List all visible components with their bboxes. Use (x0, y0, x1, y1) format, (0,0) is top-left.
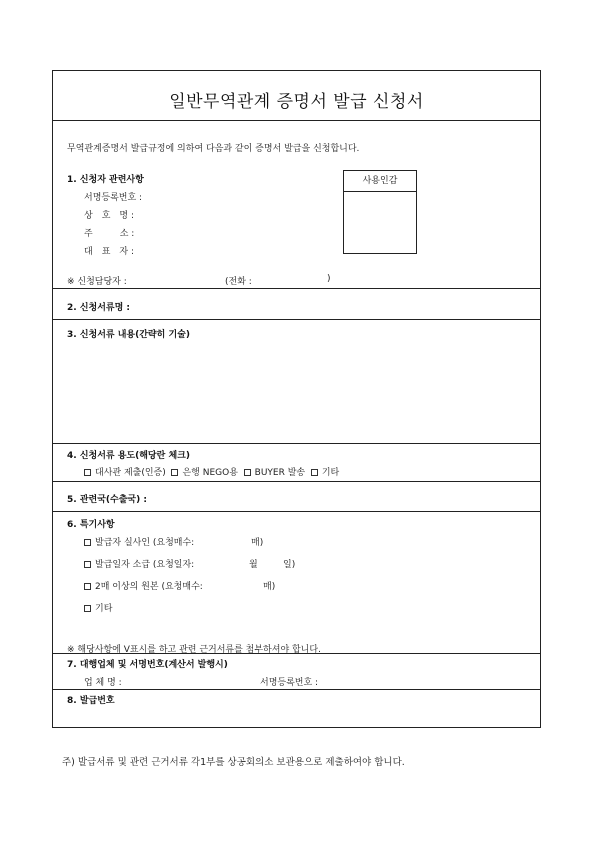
agency-registration-label: 서명등록번호 : (260, 678, 319, 688)
field-registration-number: 서명등록번호 : (84, 193, 143, 203)
checkbox-signature[interactable] (84, 539, 91, 546)
field-company-name: 상 호 명 : (84, 211, 134, 221)
divider (53, 511, 540, 512)
checkbox-buyer[interactable] (244, 469, 251, 476)
divider (53, 481, 540, 482)
application-form (52, 70, 541, 728)
contact-person-label: ※ 신청담당자 : (67, 277, 127, 287)
special-item-other (84, 601, 112, 614)
checkbox-originals[interactable] (84, 583, 91, 590)
special-item-originals (84, 579, 203, 592)
phone-label: (전화 : (225, 277, 252, 287)
field-representative: 대 표 자 : (84, 247, 134, 257)
seal-label: 사용인감 (344, 171, 416, 192)
special-note: ※ 해당사항에 V표시를 하고 관련 근거서류를 첨부하셔야 합니다. (67, 645, 321, 655)
special-signature-unit: 매) (251, 538, 264, 548)
field-address: 주 소 : (84, 229, 135, 239)
checkbox-embassy[interactable] (84, 469, 91, 476)
divider (53, 689, 540, 690)
seal-box (343, 170, 417, 254)
divider (53, 653, 540, 654)
section1-heading: 1. 신청자 관련사항 (67, 175, 144, 185)
section4-heading: 4. 신청서류 용도(해당란 체크) (67, 451, 190, 461)
usage-options (84, 465, 339, 478)
checkbox-other[interactable] (311, 469, 318, 476)
option-bank-nego: 은행 NEGO용 (182, 468, 238, 478)
section7-heading: 7. 대행업체 및 서명번호(계산서 발행시) (67, 660, 228, 670)
checkbox-bank-nego[interactable] (171, 469, 178, 476)
special-backdate-month: 월 (249, 560, 258, 570)
special-backdate-day: 일) (283, 560, 296, 570)
checkbox-backdate[interactable] (84, 561, 91, 568)
footnote: 주) 발급서류 및 관련 근거서류 각1부를 상공회의소 보관용으로 제출하여야 합니다. (62, 757, 405, 768)
checkbox-special-other[interactable] (84, 605, 91, 612)
special-item-backdate (84, 557, 194, 570)
agency-company-label: 업 체 명 : (84, 678, 122, 688)
divider (53, 120, 540, 121)
special-other-label: 기타 (95, 604, 113, 614)
special-backdate-label: 발급일자 소급 (요청일자: (95, 560, 195, 570)
special-item-signature (84, 535, 194, 548)
option-other: 기타 (321, 468, 340, 478)
intro-text: 무역관계증명서 발급규정에 의하여 다음과 같이 증명서 발급을 신청합니다. (67, 144, 360, 154)
form-title: 일반무역관계 증명서 발급 신청서 (169, 92, 424, 112)
special-originals-unit: 매) (263, 582, 276, 592)
divider (53, 288, 540, 289)
divider (53, 443, 540, 444)
special-signature-label: 발급자 실사인 (요청매수: (95, 538, 195, 548)
section5-heading: 5. 관련국(수출국) : (67, 495, 147, 505)
divider (53, 319, 540, 320)
option-embassy: 대사관 제출(인증) (95, 468, 166, 478)
section8-heading: 8. 발급번호 (67, 696, 115, 706)
section2-heading: 2. 신청서류명 : (67, 303, 131, 313)
option-buyer: BUYER 발송 (254, 468, 306, 478)
special-originals-label: 2매 이상의 원본 (요청매수: (95, 582, 203, 592)
section3-heading: 3. 신청서류 내용(간략히 기술) (67, 330, 190, 340)
section6-heading: 6. 특기사항 (67, 520, 115, 530)
phone-close: ) (327, 274, 331, 284)
